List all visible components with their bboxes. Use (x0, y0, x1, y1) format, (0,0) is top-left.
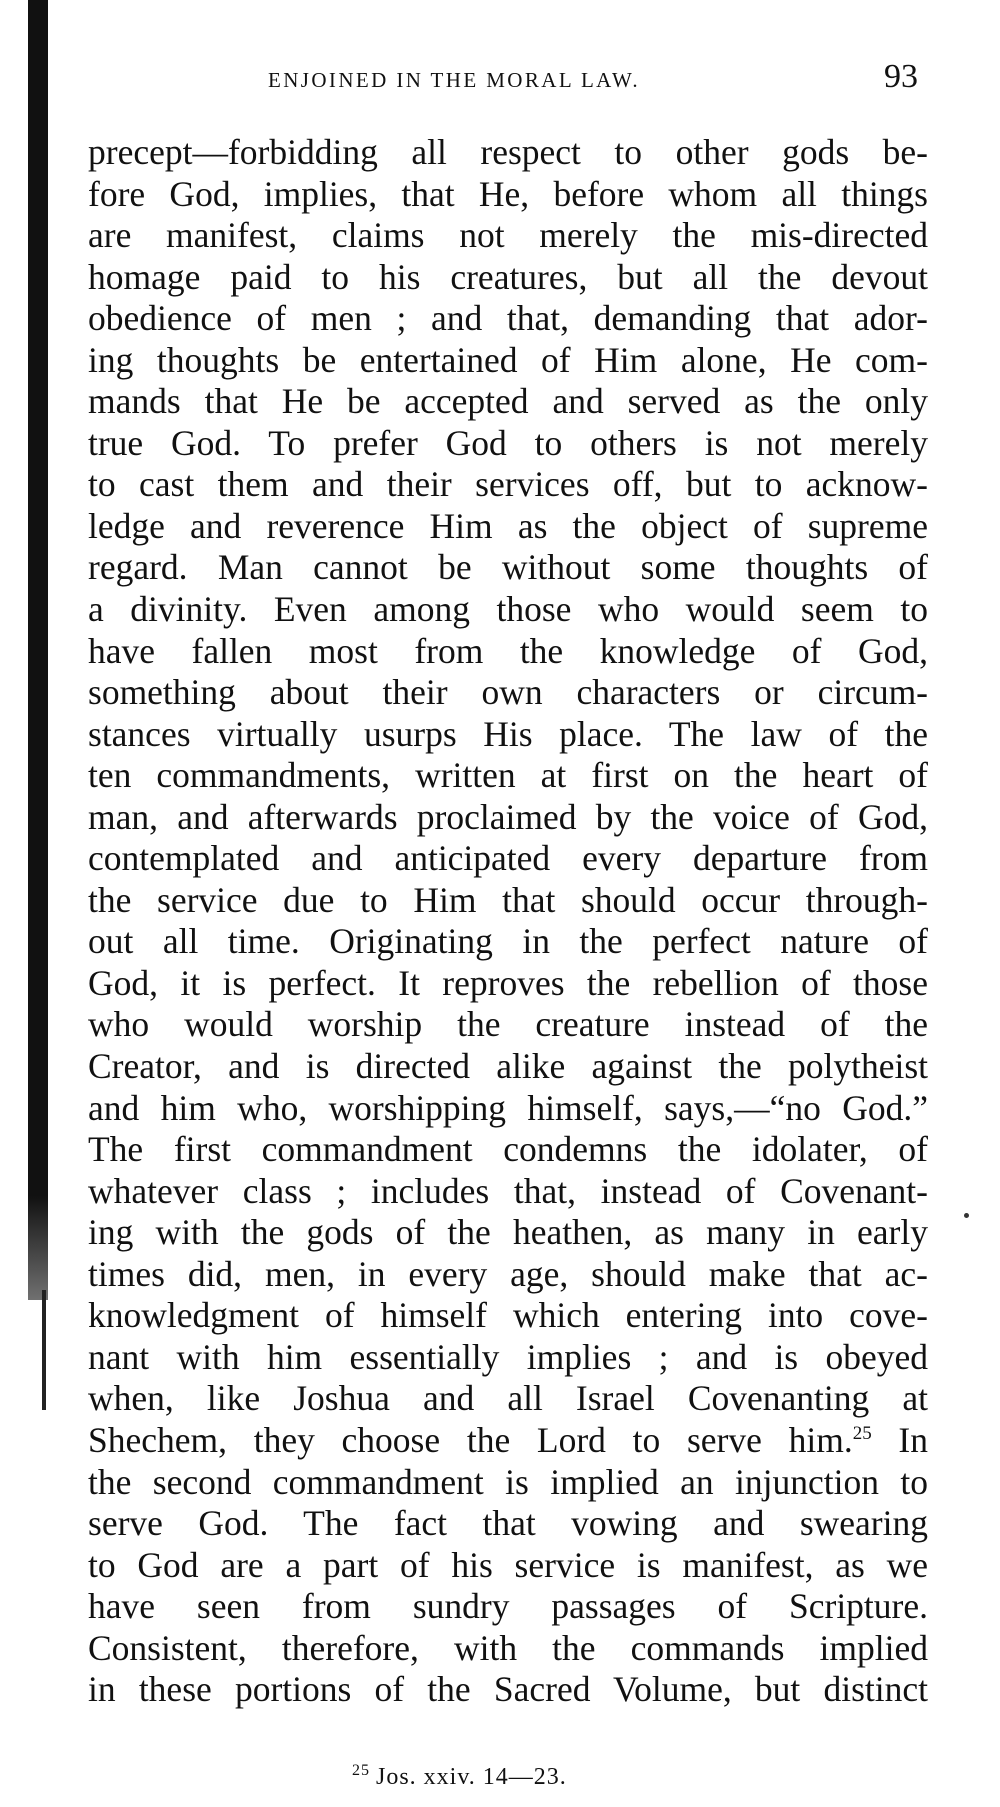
text-segment: In (898, 1419, 928, 1460)
text-line: the service due to Him that should occur through- (88, 879, 928, 920)
text-line: and him who, worshipping himself, says,—“no God.” (88, 1087, 928, 1128)
text-line: have fallen most from the knowledge of God, (88, 630, 928, 671)
text-line: God, it is perfect. It reproves the rebellion of those (88, 962, 928, 1003)
text-line: when, like Joshua and all Israel Covenanting at (88, 1378, 928, 1419)
text-line: Creator, and is directed alike against the polytheist (88, 1046, 928, 1087)
text-line: out all time. Originating in the perfect nature of (88, 921, 928, 962)
text-line: nant with him essentially implies ; and is obeyed (88, 1336, 928, 1377)
body-text (88, 132, 928, 1711)
text-line: ing thoughts be entertained of Him alone, He com- (88, 339, 928, 380)
text-line: have seen from sundry passages of Scripture. (88, 1586, 928, 1627)
text-line: are manifest, claims not merely the mis-directed (88, 215, 928, 256)
text-line: ledge and reverence Him as the object of supreme (88, 505, 928, 546)
text-line: knowledgment of himself which entering into cove- (88, 1295, 928, 1336)
binding-shadow (28, 0, 48, 1300)
text-line: times did, men, in every age, should make that ac- (88, 1253, 928, 1294)
text-line: in these portions of the Sacred Volume, but distinct (88, 1669, 928, 1710)
text-line: contemplated and anticipated every departure from (88, 838, 928, 879)
text-line: the second commandment is implied an injunction to (88, 1461, 928, 1502)
text-line: serve God. The fact that vowing and swearing (88, 1503, 928, 1544)
text-line: fore God, implies, that He, before whom all things (88, 173, 928, 214)
text-line: man, and afterwards proclaimed by the voice of God, (88, 796, 928, 837)
text-line: who would worship the creature instead of the (88, 1004, 928, 1045)
text-line: Consistent, therefore, with the commands implied (88, 1627, 928, 1668)
running-head: ENJOINED IN THE MORAL LAW. (268, 68, 640, 92)
text-line: ing with the gods of the heathen, as many in early (88, 1212, 928, 1253)
text-segment: Shechem, they choose the Lord to serve him. (88, 1419, 853, 1460)
footnote (352, 1762, 567, 1791)
text-line: The first commandment condemns the idolater, of (88, 1129, 928, 1170)
text-line: homage paid to his creatures, but all the devout (88, 256, 928, 297)
footnote-text: Jos. xxiv. 14—23. (376, 1764, 567, 1790)
text-line: ten commandments, written at first on the heart of (88, 755, 928, 796)
text-line: to cast them and their services off, but to acknow- (88, 464, 928, 505)
footnote-marker: 25 (352, 1762, 370, 1779)
footnote-reference: 25 (852, 1423, 872, 1445)
text-line: regard. Man cannot be without some thoughts of (88, 547, 928, 588)
text-line: something about their own characters or circum- (88, 672, 928, 713)
text-line: true God. To prefer God to others is not merely (88, 422, 928, 463)
text-line: a divinity. Even among those who would seem to (88, 589, 928, 630)
text-line: mands that He be accepted and served as the only (88, 381, 928, 422)
text-line: to God are a part of his service is manifest, as we (88, 1544, 928, 1585)
text-line: obedience of men ; and that, demanding that ador- (88, 298, 928, 339)
page-number: 93 (884, 58, 918, 95)
text-line: whatever class ; includes that, instead of Covenant- (88, 1170, 928, 1211)
text-line: precept—forbidding all respect to other gods be- (88, 132, 928, 172)
text-line-with-footnote-ref (88, 1420, 928, 1462)
ink-speck (964, 1213, 969, 1218)
text-line: stances virtually usurps His place. The law of the (88, 713, 928, 754)
